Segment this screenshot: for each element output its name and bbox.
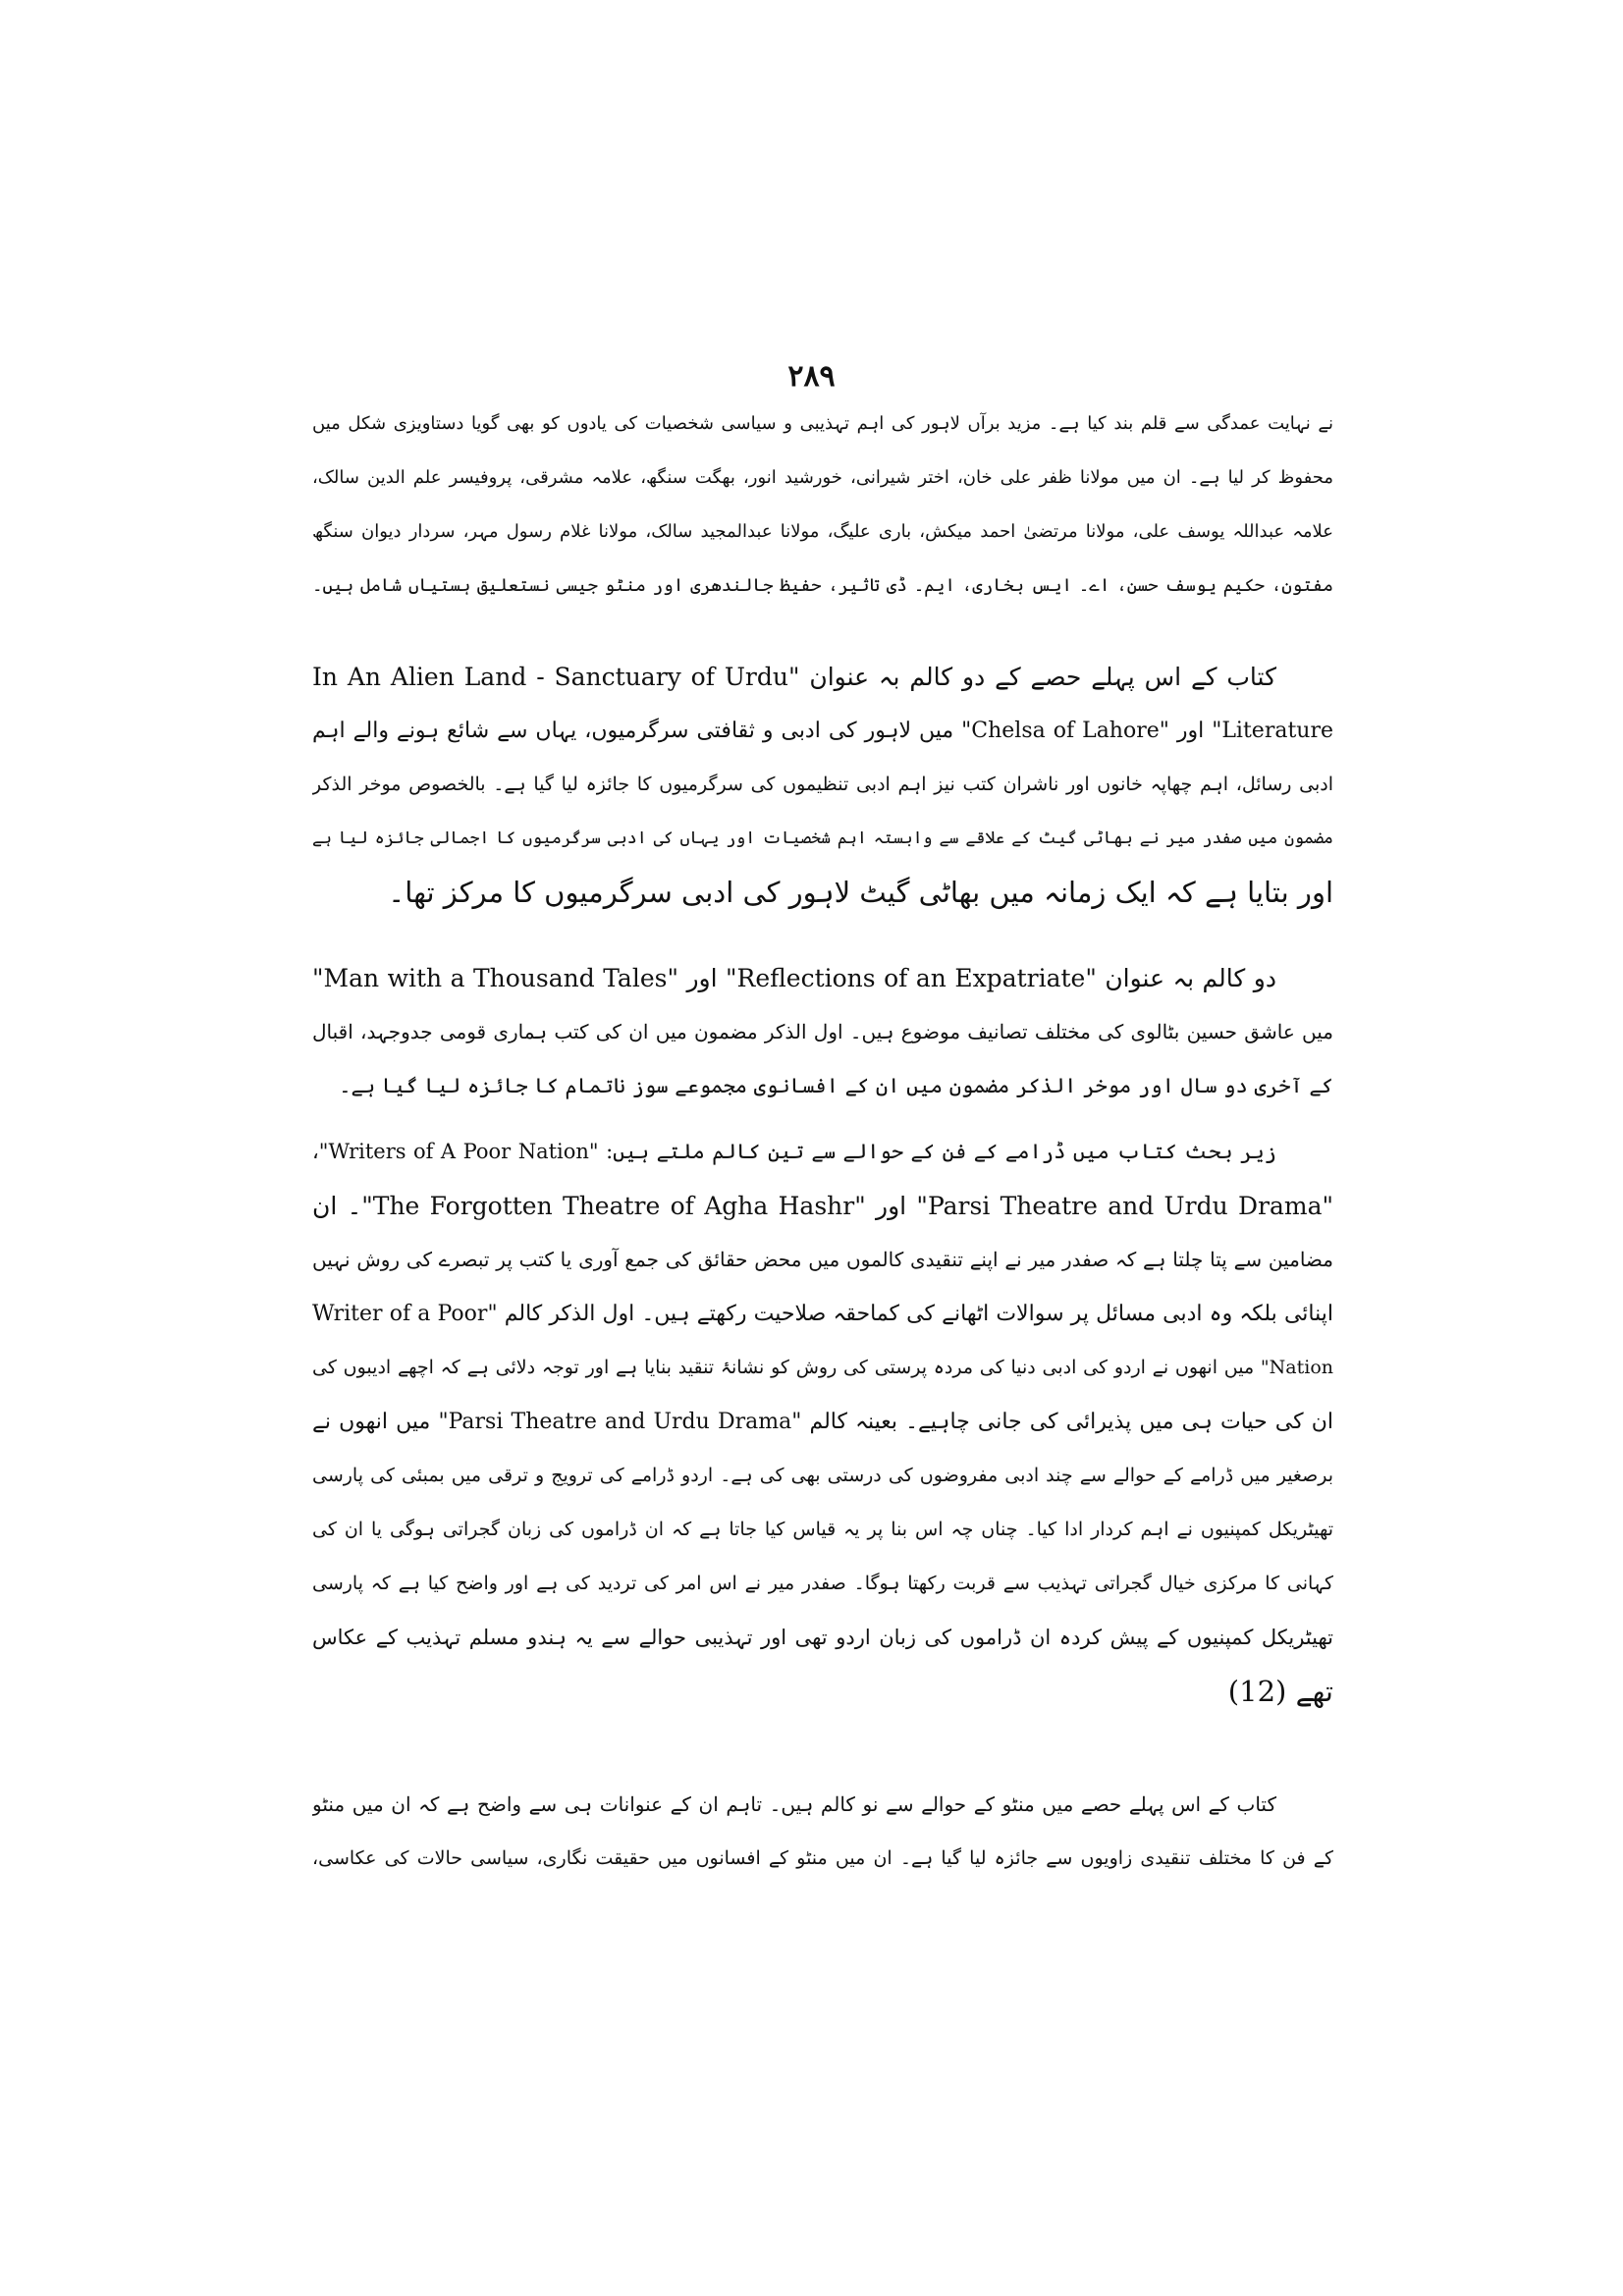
- text-line: ان کی حیات ہی میں پذیرائی کی جانی چاہیے۔ بعینہ کالم "Parsi Theatre and Urdu Drama" میں انھوں نے: [312, 1410, 1333, 1434]
- text-line: مفتون، حکیم یوسف حسن، اے۔ ایس بخاری، ایم۔ ڈی تاثیر، حفیظ جالندھری اور منٹو جیسی نستعلیق ہستیاں شامل ہیں۔: [312, 575, 1333, 596]
- body-text: [312, 397, 1333, 1886]
- text-line: کہانی کا مرکزی خیال گجراتی تہذیب سے قربت رکھتا ہوگا۔ صفدر میر نے اس امر کی تردید کی ہے اور واضح کیا ہے کہ پارسی: [312, 1573, 1333, 1594]
- text-line: میں عاشق حسین بٹالوی کی مختلف تصانیف موضوع ہیں۔ اول الذکر مضمون میں ان کی کتب ہماری قومی جدوجہد، اقبال: [312, 1020, 1333, 1043]
- text-line: "Parsi Theatre and Urdu Drama" اور "The Forgotten Theatre of Agha Hashr"۔ ان: [312, 1192, 1333, 1220]
- text-line: Nation" میں انھوں نے اردو کی ادبی دنیا کی مردہ پرستی کی روش کو نشانۂ تنقید بنایا ہے اور توجہ دلائی ہے کہ اچھے ادیبوں کی: [312, 1357, 1333, 1378]
- text-line: مضامین سے پتا چلتا ہے کہ صفدر میر نے اپنے تنقیدی کالموں میں محض حقائق کی جمع آوری یا کتب پر تبصرے کی روش نہیں: [312, 1248, 1333, 1271]
- text-line: اور بتایا ہے کہ ایک زمانہ میں بھاٹی گیٹ لاہور کی ادبی سرگرمیوں کا مرکز تھا۔: [388, 876, 1333, 909]
- text-line: تھیٹریکل کمپنیوں نے اہم کردار ادا کیا۔ چناں چہ اس بنا پر یہ قیاس کیا جاتا ہے کہ ان ڈراموں کی زبان گجراتی ہوگی یا ان کی: [312, 1519, 1333, 1540]
- text-line: محفوظ کر لیا ہے۔ ان میں مولانا ظفر علی خان، اختر شیرانی، خورشید انور، بھگت سنگھ، علامہ مشرقی، پروفیسر علم الدین سالک،: [312, 467, 1333, 488]
- text-line: کے فن کا مختلف تنقیدی زاویوں سے جائزہ لیا گیا ہے۔ ان میں منٹو کے افسانوں میں حقیقت نگاری، سیاسی حالات کی عکاسی،: [312, 1847, 1333, 1869]
- text-line: کتاب کے اس پہلے حصے کے دو کالم بہ عنوان "In An Alien Land - Sanctuary of Urdu: [312, 663, 1276, 691]
- text-line: زیر بحث کتاب میں ڈرامے کے فن کے حوالے سے تین کالم ملتے ہیں: "Writers of A Poor Nation"،: [312, 1140, 1276, 1163]
- text-line: اپنائی بلکہ وہ ادبی مسائل پر سوالات اٹھانے کی کماحقہ صلاحیت رکھتے ہیں۔ اول الذکر کالم "Writer of a Poor: [312, 1302, 1333, 1326]
- text-line: کے آخری دو سال اور موخر الذکر مضمون میں ان کے افسانوی مجموعے سوز ناتمام کا جائزہ لیا گیا ہے۔: [339, 1074, 1333, 1097]
- text-line: نے نہایت عمدگی سے قلم بند کیا ہے۔ مزید برآں لاہور کی اہم تہذیبی و سیاسی شخصیات کی یادوں کو بھی گویا دستاویزی شکل میں: [312, 413, 1333, 434]
- text-line: کتاب کے اس پہلے حصے میں منٹو کے حوالے سے نو کالم ہیں۔ تاہم ان کے عنوانات ہی سے واضح ہے کہ ان میں منٹو: [312, 1792, 1276, 1816]
- text-line: تھے (12): [1227, 1675, 1333, 1708]
- text-line: مضمون میں صفدر میر نے بھاٹی گیٹ کے علاقے سے وابستہ اہم شخصیات اور یہاں کی ادبی سرگرمیوں کا اجمالی جائزہ لیا ہے: [312, 828, 1333, 848]
- page-number: ۲۸۹: [787, 359, 836, 394]
- text-line: Literature" اور "Chelsa of Lahore" میں لاہور کی ادبی و ثقافتی سرگرمیوں، یہاں سے شائع ہونے والے اہم: [312, 719, 1333, 743]
- text-line: علامہ عبداللہ یوسف علی، مولانا مرتضیٰ احمد میکش، باری علیگ، مولانا عبدالمجید سالک، مولانا غلام رسول مہر، سردار دیوان سنگھ: [312, 521, 1333, 542]
- text-line: ادبی رسائل، اہم چھاپہ خانوں اور ناشران کتب نیز اہم ادبی تنظیموں کی سرگرمیوں کا جائزہ لیا گیا ہے۔ بالخصوص موخر الذکر: [312, 774, 1333, 795]
- text-line: دو کالم بہ عنوان "Reflections of an Expatriate" اور "Man with a Thousand Tales": [312, 964, 1276, 992]
- text-line: برصغیر میں ڈرامے کے حوالے سے چند ادبی مفروضوں کی درستی بھی کی ہے۔ اردو ڈرامے کی ترویج و ترقی میں بمبئی کی پارسی: [312, 1465, 1333, 1486]
- text-line: تھیٹریکل کمپنیوں کے پیش کردہ ان ڈراموں کی زبان اردو تھی اور تہذیبی حوالے سے یہ ہندو مسلم تہذیب کے عکاس: [312, 1626, 1333, 1649]
